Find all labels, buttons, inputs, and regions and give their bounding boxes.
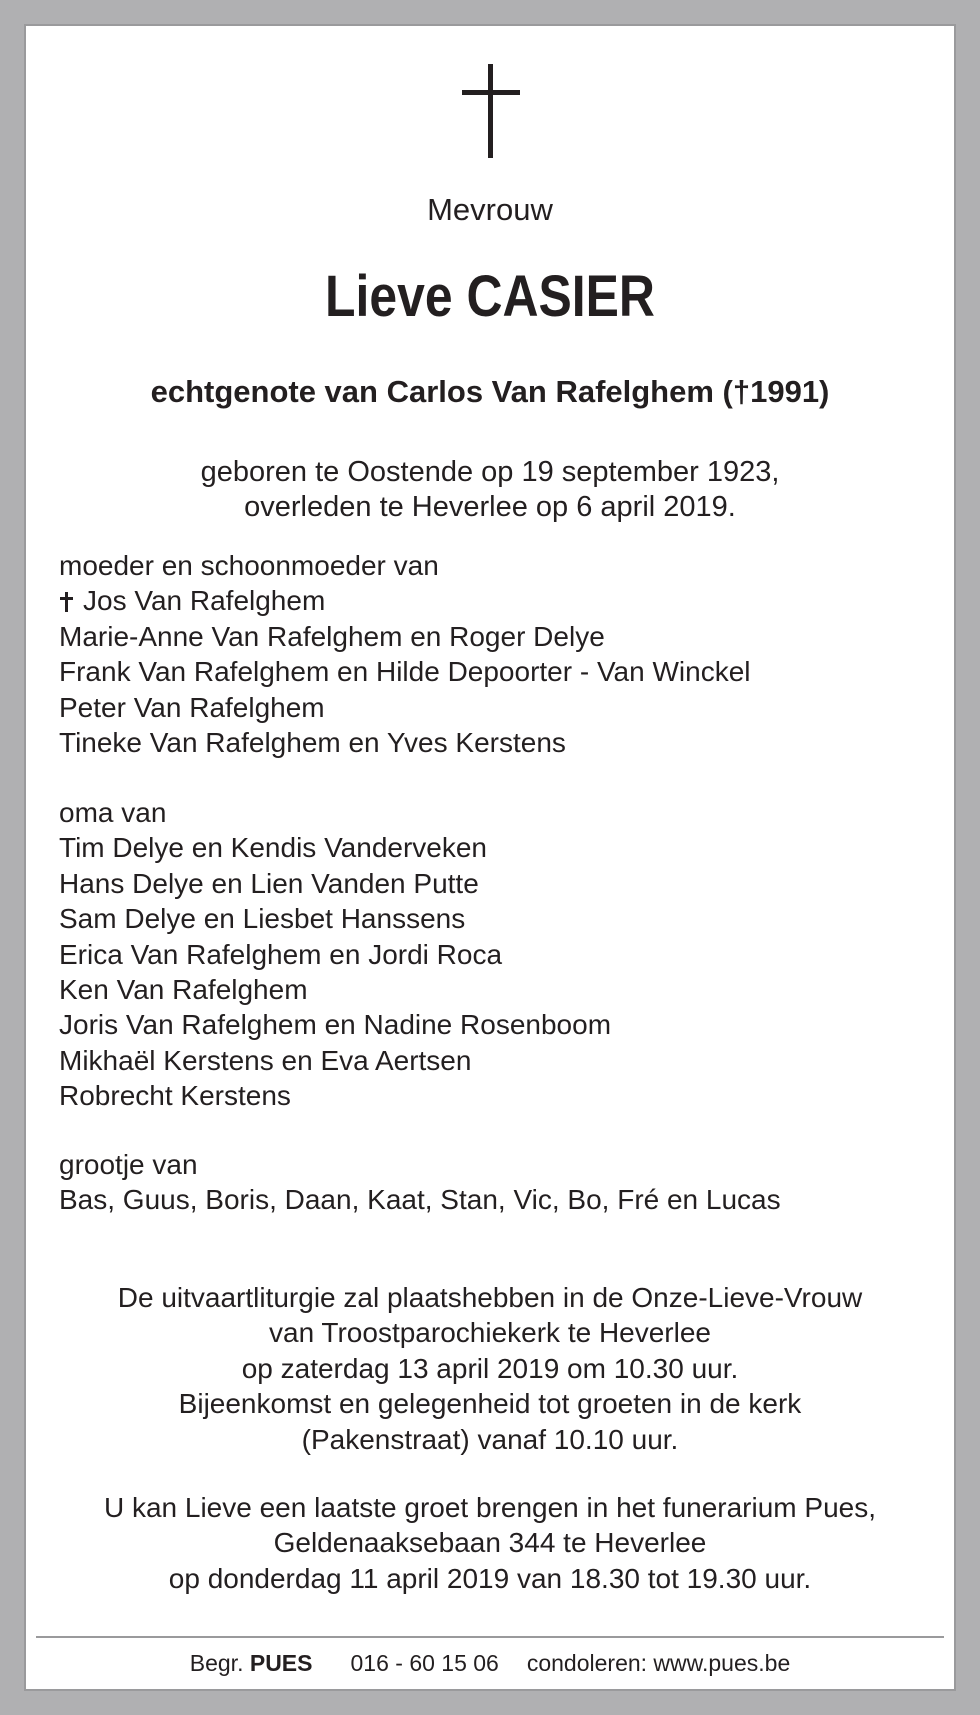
footer-divider (36, 1636, 944, 1638)
section-heading: moeder en schoonmoeder van (59, 550, 439, 581)
born-line: geboren te Oostende op 19 september 1923, (200, 456, 780, 488)
funeral-line: (Pakenstraat) vanaf 10.10 uur. (301, 1423, 679, 1455)
funeral-details (24, 1280, 956, 1457)
section-heading: grootje van (59, 1149, 198, 1180)
list-item: Joris Van Rafelghem en Nadine Rosenboom (59, 1009, 612, 1041)
spouse-line: echtgenote van Carlos Van Rafelghem (†1991) (150, 374, 830, 409)
funeral-line: op zaterdag 13 april 2019 om 10.30 uur. (241, 1352, 739, 1384)
list-item: Erica Van Rafelghem en Jordi Roca (59, 938, 503, 970)
list-item: Tineke Van Rafelghem en Yves Kerstens (59, 727, 566, 759)
list-item: Peter Van Rafelghem (59, 691, 325, 723)
salutation: Mevrouw (427, 192, 553, 227)
list-item: Ken Van Rafelghem (59, 974, 308, 1006)
children-section (59, 548, 939, 760)
funeral-line: Bijeenkomst en gelegenheid tot groeten in de kerk (178, 1388, 802, 1420)
list-item: Marie-Anne Van Rafelghem en Roger Delye (59, 620, 605, 652)
visitation-line: U kan Lieve een laatste groet brengen in het funerarium Pues, (103, 1492, 877, 1523)
visitation-line: op donderdag 11 april 2019 van 18.30 tot 19.30 uur. (168, 1562, 812, 1594)
list-item: Bas, Guus, Boris, Daan, Kaat, Stan, Vic, Bo, Fré en Lucas (59, 1184, 781, 1216)
funeral-line: van Troostparochiekerk te Heverlee (269, 1317, 711, 1349)
funeral-line: De uitvaartliturgie zal plaatshebben in de Onze-Lieve-Vrouw (117, 1282, 863, 1313)
section-heading: oma van (59, 797, 167, 828)
deceased-name: Lieve CASIER (325, 264, 655, 329)
visitation-details (24, 1490, 956, 1596)
great-grandchildren-section (59, 1147, 939, 1218)
birth-death-dates (24, 455, 956, 525)
cross-icon (462, 64, 520, 158)
list-item: Frank Van Rafelghem en Hilde Depoorter - Van Winckel (59, 656, 751, 688)
list-item: Sam Delye en Liesbet Hanssens (59, 903, 466, 935)
died-line: overleden te Heverlee op 6 april 2019. (244, 491, 736, 523)
begr-label: Begr. (189, 1650, 244, 1676)
dagger-cross-icon (59, 592, 73, 612)
phone-number: 016 - 60 15 06 (350, 1650, 499, 1676)
list-item: Jos Van Rafelghem (59, 583, 939, 618)
grandchildren-section (59, 795, 939, 1114)
list-item: Tim Delye en Kendis Vanderveken (59, 832, 487, 864)
list-item: Hans Delye en Lien Vanden Putte (59, 867, 479, 899)
condolence-link[interactable]: condoleren: www.pues.be (526, 1650, 791, 1676)
list-item: Mikhaël Kerstens en Eva Aertsen (59, 1044, 472, 1076)
visitation-line: Geldenaaksebaan 344 te Heverlee (273, 1527, 707, 1559)
funeral-company: PUES (249, 1650, 313, 1676)
footer (24, 1648, 956, 1678)
list-item: Robrecht Kerstens (59, 1080, 291, 1112)
